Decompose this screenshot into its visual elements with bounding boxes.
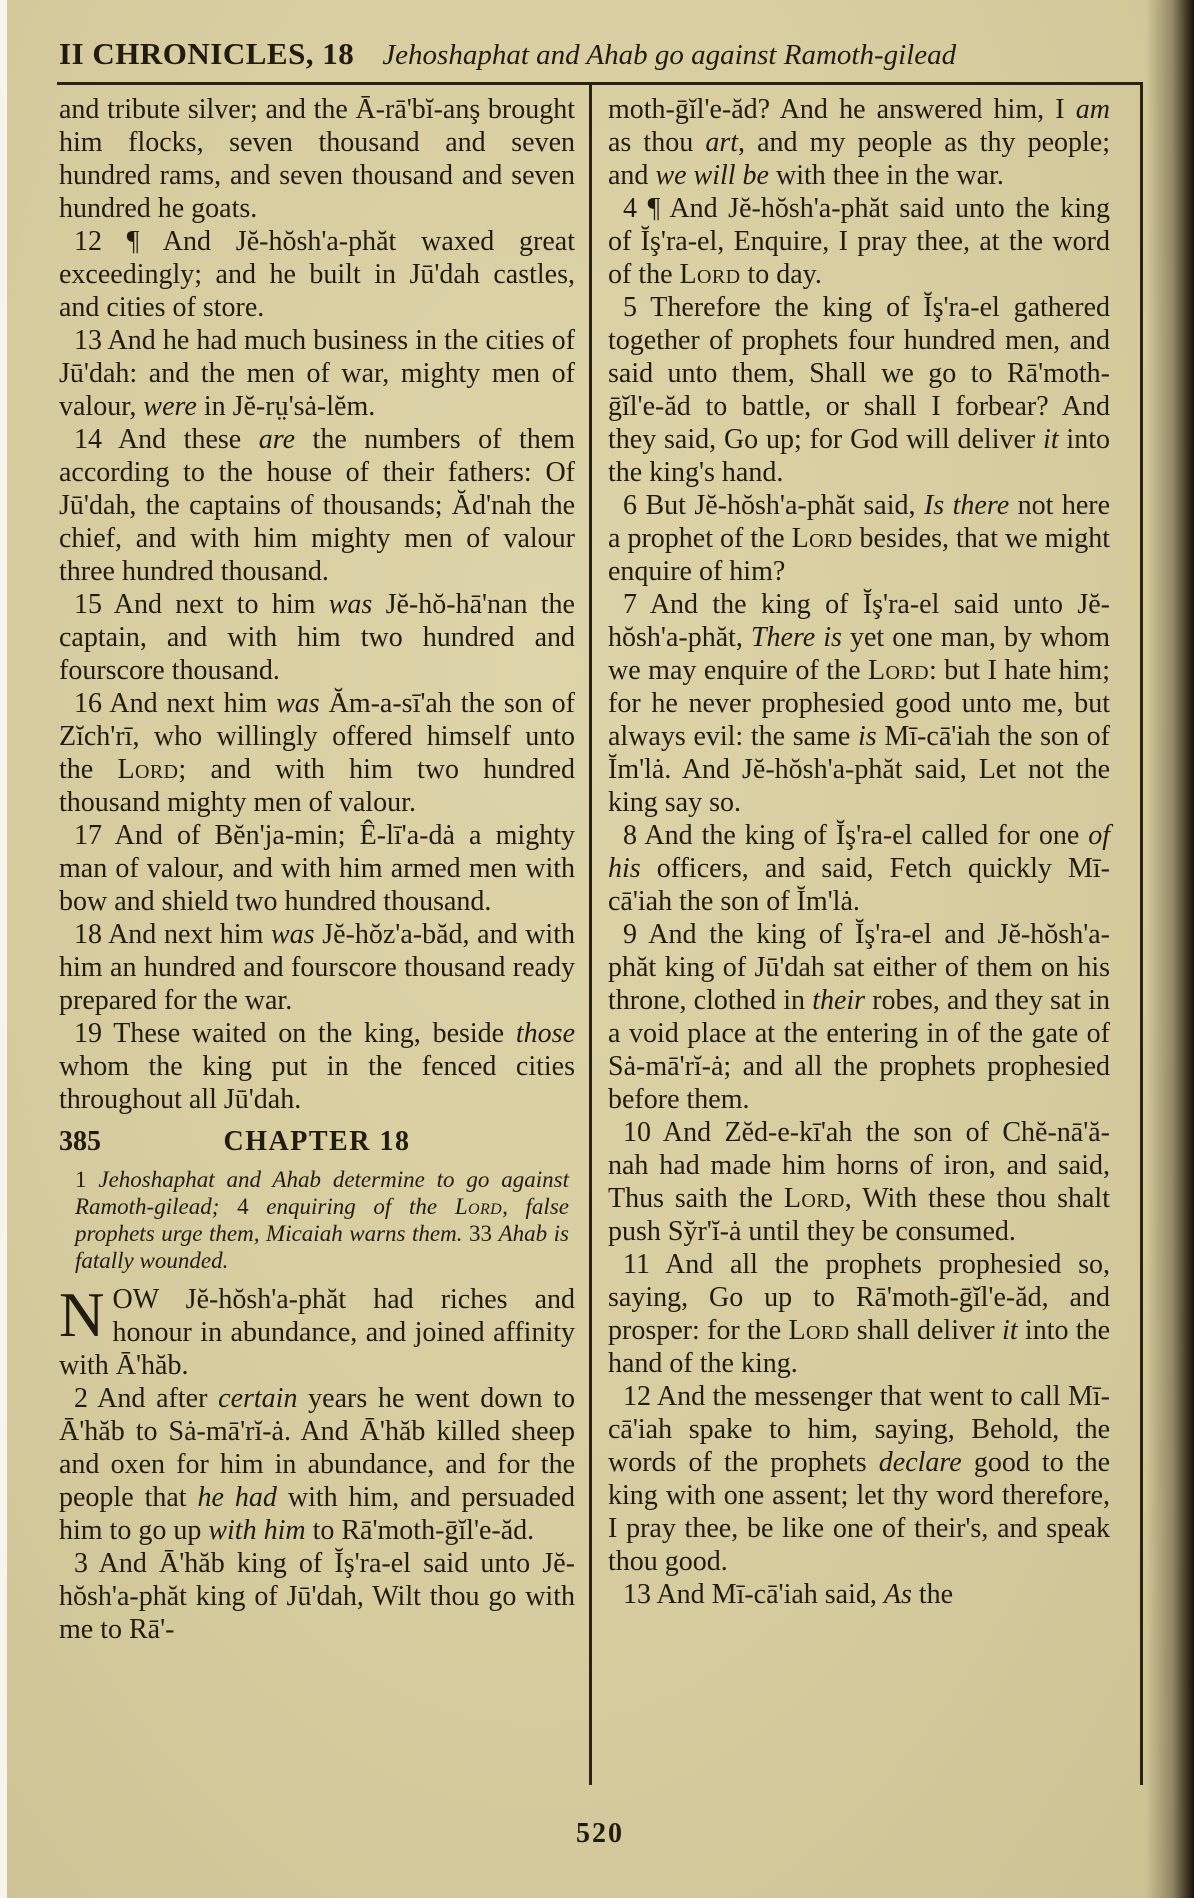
italic-text-run: he had [197,1482,277,1513]
italic-text-run: am [1075,94,1110,125]
italic-text-run: enquiring of the [266,1194,455,1219]
verse-paragraph [608,291,1110,489]
text-run: Ăm-a-sī'ah the son of Zĭch'rī, who willingly offered himself unto the [59,688,575,785]
text-run: 11 And all the prophets prophesied so, saying, Go up to Rā'moth-ḡĭl'e-ăd, and prosper: for the [608,1249,1110,1346]
text-run: into the king's hand. [608,424,1110,488]
text-run: 16 And next him [74,688,277,719]
verse-paragraph [59,1280,575,1382]
text-run: the numbers of them according to the house of their fathers: Of Jū'dah, the captains of thousands; Ăd'nah the chief, and with him mighty men of valour three hundred thousand. [59,424,575,587]
verse-paragraph [59,687,575,819]
text-run: with him, and persuaded him to go up [59,1482,575,1546]
divine-name-smallcaps: Lord [868,655,929,686]
running-title: Jehoshaphat and Ahab go against Ramoth-gilead [382,39,957,71]
italic-text-run: we will be [655,160,769,191]
text-run: 33 [469,1221,499,1246]
italic-text-run: was [328,589,373,620]
text-run: 12 ¶ And Jĕ-hŏsh'a-phăt waxed great exceedingly; and he built in Jū'dah castles, and cities of store. [59,226,575,323]
italic-text-run: is [858,721,877,752]
italic-text-run: of his [608,820,1110,884]
verse-paragraph [608,1380,1110,1578]
text-run: good to the king with one assent; let thy word therefore, I pray thee, be like one of their's, and speak thou good. [608,1447,1110,1577]
italic-text-run: it [1043,424,1059,455]
text-run: : but I hate him; for he never prophesied good unto me, but always evil: the same [608,655,1110,752]
italic-text-run: it [1002,1315,1018,1346]
verse-paragraph [59,1547,575,1646]
italic-text-run: those [515,1018,575,1049]
text-run: officers, and said, Fetch quickly Mī-cā'iah the son of Ĭm'lȧ. [608,853,1110,917]
text-run: in Jĕ-rṳ'sȧ-lĕm. [196,391,376,422]
text-run: 15 And next to him [74,589,329,620]
divine-name-smallcaps: Lord [791,523,853,554]
text-run: and tribute silver; and the Ā-rā'bĭ-anş brought him flocks, seven thousand and seven hundred rams, and seven thousand and seven hundred he goats. [59,94,575,224]
italic-text-run: art [705,127,739,158]
drop-cap: N [59,1280,105,1350]
verse-paragraph [59,225,575,324]
italic-text-run: with him [208,1515,306,1546]
divine-name-smallcaps: Lord [679,259,741,290]
italic-text-run: declare [878,1447,962,1478]
book-chapter-reference: II CHRONICLES, 18 [59,36,355,71]
text-run: 17 And of Bĕn'ja-min; Ê-lī'a-dȧ a mighty man of valour, and with him armed men with bow and shield two hundred thousand. [59,820,575,917]
italic-text-run: their [812,985,866,1016]
text-run: 3 And Ā'hăb king of Ĭş'ra-el said unto Jĕ-hŏsh'a-phăt king of Jū'dah, Wilt thou go with me to Rā'- [59,1548,575,1645]
text-run: 14 And these [74,424,259,455]
verse-paragraph [59,324,575,423]
verse-paragraph [59,588,575,687]
text-run: yet one man, by whom we may enquire of the [608,622,1111,686]
italic-text-run: was [271,919,315,950]
verse-paragraph [59,1017,575,1116]
italic-text-run: Is there [923,490,1010,521]
text-run: as thou [608,127,706,158]
divine-name-smallcaps: Lord [454,1194,503,1219]
text-run: whom the king put in the fenced cities throughout all Jū'dah. [59,1051,575,1115]
text-run: 12 And the messenger that went to call Mī-cā'iah spake to him, saying, Behold, the words of the prophets [608,1381,1110,1478]
text-run: Jĕ-hŏ-hā'nan the captain, and with him two hundred and fourscore thousand. [59,589,575,686]
verse-paragraph [608,93,1110,192]
text-run: 13 And he had much business in the cities of Jū'dah: and the men of war, mighty men of valour, [59,325,575,422]
text-run: 4 [237,1194,267,1219]
verse-paragraph [608,918,1110,1116]
column-left [57,85,589,1785]
text-run: shall deliver [849,1315,1003,1346]
italic-text-run: certain [218,1383,298,1414]
verse-paragraph [608,1116,1110,1248]
verse-paragraph [608,489,1110,588]
text-run: 10 And Zĕd-e-kī'ah the son of Chĕ-nā'ă-nah had made him horns of iron, and said, Thus saith the [608,1117,1110,1214]
text-run: into the hand of the king. [608,1315,1110,1379]
italic-text-run: were [143,391,197,422]
verse-paragraph [608,1248,1110,1380]
text-run: 5 Therefore the king of Ĭş'ra-el gathered together of prophets four hundred men, and said unto them, Shall we go to Rā'moth-ḡĭl'e-ăd to battle, or shall I forbear? And they said, Go up; for God will deliver [608,292,1110,455]
text-run: moth-ḡĭl'e-ăd? And he answered him, I [608,94,1076,125]
text-run: OW Jĕ-hŏsh'a-phăt had riches and honour in abundance, and joined affinity with Ā'hăb. [59,1284,575,1381]
text-run: robes, and they sat in a void place at the entering in of the gate of Sȧ-mā'rĭ-ȧ; and all the prophets prophesied before them. [608,985,1110,1115]
text-columns [57,85,1143,1785]
text-run: 18 And next him [74,919,271,950]
scan-edge [0,0,7,1898]
verse-paragraph [59,819,575,918]
divine-name-smallcaps: Lord [783,1183,845,1214]
chapter-title: CHAPTER 18 [223,1126,411,1157]
text-run: 4 ¶ And Jĕ-hŏsh'a-phăt said unto the king of Ĭş'ra-el, Enquire, I pray thee, at the word of the [608,193,1110,290]
verse-paragraph [59,93,575,225]
verse-paragraph [608,588,1110,819]
text-run: 19 These waited on the king, beside [74,1018,516,1049]
text-run: 6 But Jĕ-hŏsh'a-phăt said, [623,490,924,521]
text-run: Jĕ-hŏz'a-băd, and with him an hundred and fourscore thousand ready prepared for the war. [59,919,575,1016]
verse-paragraph [608,192,1110,291]
text-run: 13 And Mī-cā'iah said, [623,1579,884,1610]
text-run: ; and with him two hundred thousand mighty men of valour. [59,754,575,818]
italic-text-run: are [258,424,296,455]
page-content [57,34,1143,1785]
book-gutter-shadow [1146,0,1194,1898]
italic-text-run: There is [750,622,842,653]
divine-name-smallcaps: Lord [117,754,179,785]
verse-paragraph [59,1382,575,1547]
text-run: Mī-cā'iah the son of Ĭm'lȧ. And Jĕ-hŏsh'a-phăt said, Let not the king say so. [608,721,1110,818]
italic-text-run: , false prophets urge them, Micaiah warns them. [75,1194,569,1246]
italic-text-run: Jehoshaphat and Ahab determine to go against Ramoth-gilead; [75,1167,569,1219]
chapter-heading-row [59,1125,575,1158]
verse-paragraph [608,1578,1110,1611]
text-run: besides, that we might enquire of him? [608,523,1110,587]
text-run: years he went down to Ā'hăb to Sȧ-mā'rĭ-ȧ. And Ā'hăb killed sheep and oxen for him in abundance, and for the people that [59,1383,575,1513]
text-run: to Rā'moth-ḡĭl'e-ăd. [305,1515,535,1546]
text-run: 8 And the king of Ĭş'ra-el called for one [623,820,1089,851]
verse-paragraph [59,423,575,588]
chapter-summary [59,1164,575,1278]
italic-text-run: As [883,1579,912,1610]
verse-paragraph [59,918,575,1017]
text-run: , With these thou shalt push Sy̆r'ĭ-ȧ until they be consumed. [608,1183,1110,1247]
italic-text-run: Ahab is fatally wounded. [75,1221,570,1273]
text-run: with thee in the war. [768,160,1004,191]
text-run: 1 [75,1167,99,1192]
text-run: to day. [740,259,822,290]
text-run: not here a prophet of the [608,490,1110,554]
text-run: 9 And the king of Ĭş'ra-el and Jĕ-hŏsh'a-phăt king of Jū'dah sat either of them on his throne, clothed in [608,919,1110,1016]
page-number: 520 [576,1818,624,1849]
column-right [589,85,1143,1785]
italic-text-run: was [276,688,320,719]
column-marker-number: 385 [59,1126,101,1157]
text-run: 2 And after [74,1383,219,1414]
text-run: , and my people as thy people; and [608,127,1111,191]
text-run: 7 And the king of Ĭş'ra-el said unto Jĕ-hŏsh'a-phăt, [608,589,1110,653]
divine-name-smallcaps: Lord [788,1315,850,1346]
running-head [57,34,1143,82]
verse-paragraph [608,819,1110,918]
text-run: the [911,1579,954,1610]
